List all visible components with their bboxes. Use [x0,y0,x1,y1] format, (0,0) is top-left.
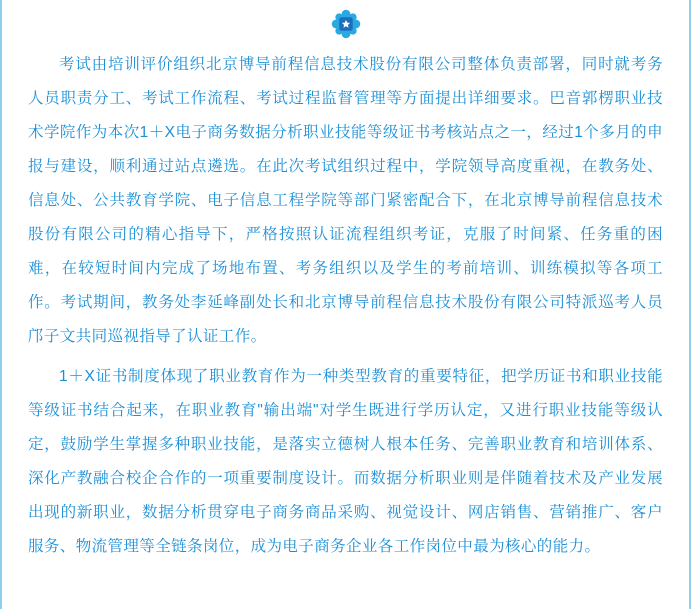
paragraph-1: 考试由培训评价组织北京博导前程信息技术股份有限公司整体负责部署，同时就考务人员职责分工、考试工作流程、考试过程监督管理等方面提出详细要求。巴音郭楞职业技术学院作为本次1＋X电子商务数据分析职业技能等级证书考核站点之一，经过1个多月的申报与建设，顺利通过站点遴选。在此次考试组织过程中，学院领导高度重视，在教务处、信息处、公共教育学院、电子信息工程学院等部门紧密配合下，在北京博导前程信息技术股份有限公司的精心指导下，严格按照认证流程组织考证，克服了时间紧、任务重的困难，在较短时间内完成了场地布置、考务组织以及学生的考前培训、训练模拟等各项工作。考试期间，教务处李延峰副处长和北京博导前程信息技术股份有限公司特派巡考人员邝子文共同巡视指导了认证工作。 [28,56,663,345]
header-ornament [2,0,689,48]
document-body [2,48,689,564]
flower-badge-icon [331,9,361,39]
paragraph-2: 1＋X证书制度体现了职业教育作为一种类型教育的重要特征，把学历证书和职业技能等级证书结合起来，在职业教育"输出端"对学生既进行学历认定，又进行职业技能等级认定，鼓励学生掌握多种职业技能，是落实立德树人根本任务、完善职业教育和培训体系、深化产教融合校企合作的一项重要制度设计。而数据分析职业则是伴随着技术及产业发展出现的新职业，数据分析贯穿电子商务商品采购、视觉设计、网店销售、营销推广、客户服务、物流管理等全链条岗位，成为电子商务企业各工作岗位中最为核心的能力。 [28,368,663,555]
